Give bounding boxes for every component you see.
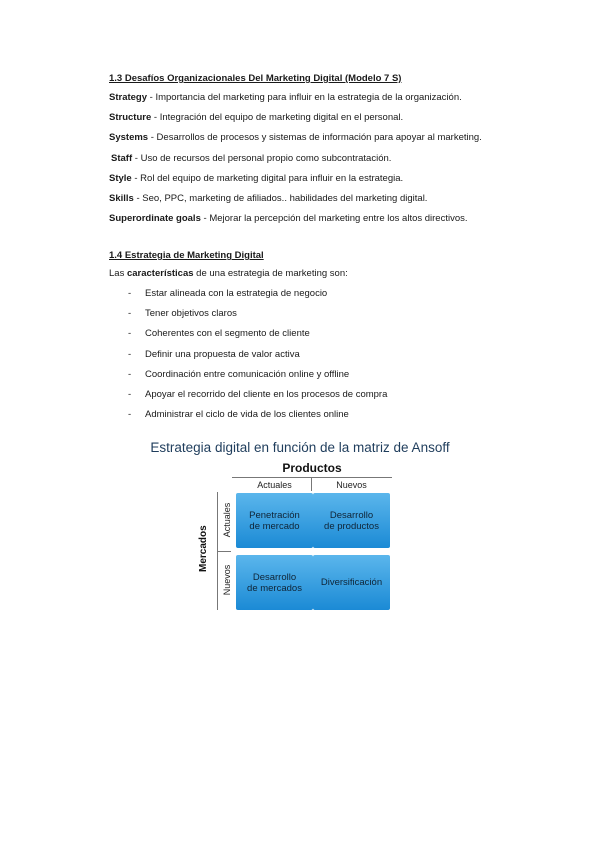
term-skills: Skills <box>109 193 134 204</box>
cell-desarrollo-de-productos: Desarrollo de productos <box>313 493 390 548</box>
ansoff-title: Estrategia digital en función de la matriz de Ansoff <box>150 440 450 455</box>
products-axis-line <box>232 477 392 478</box>
term-systems: Systems <box>109 132 149 143</box>
column-label-actuales: Actuales <box>257 480 292 490</box>
bullet-dash: - <box>128 288 132 299</box>
desc-systems: Desarrollos de procesos y sistemas de información para apoyar al marketing. <box>156 132 482 143</box>
desc-structure: Integración del equipo de marketing digital en el personal. <box>159 112 404 123</box>
bullet-dash: - <box>128 369 132 380</box>
term-strategy: Strategy <box>109 92 148 103</box>
desc-style: Rol del equipo de marketing digital para influir en la estrategia. <box>140 173 404 184</box>
desc-superordinate-goals: Mejorar la percepción del marketing entre los altos directivos. <box>209 213 468 224</box>
bullet-dash: - <box>128 409 132 420</box>
bullet-text: Coherentes con el segmento de cliente <box>145 328 310 339</box>
row-label-actuales: Actuales <box>222 502 232 538</box>
bullet-text: Definir una propuesta de valor activa <box>145 349 300 360</box>
desc-staff: Uso de recursos del personal propio como subcontratación. <box>140 153 392 164</box>
desc-skills: Seo, PPC, marketing de afiliados.. habilidades del marketing digital. <box>142 193 428 204</box>
separator: - <box>132 153 141 164</box>
section-1-4-intro <box>109 268 348 279</box>
bullet-text: Tener objetivos claros <box>145 308 237 319</box>
column-label-nuevos: Nuevos <box>336 480 367 490</box>
intro-pre: Las <box>109 268 127 279</box>
column-divider <box>311 477 312 491</box>
item-staff <box>111 153 391 164</box>
section-1-3-heading: 1.3 Desafíos Organizacionales Del Marketing Digital (Modelo 7 S) <box>109 73 402 84</box>
bullet-dash: - <box>128 308 132 319</box>
item-style <box>109 173 403 184</box>
cell-desarrollo-de-mercados: Desarrollo de mercados <box>236 555 313 610</box>
desc-strategy: Importancia del marketing para influir en la estrategia de la organización. <box>155 92 462 103</box>
item-strategy <box>109 92 462 103</box>
intro-bold: características <box>126 268 194 279</box>
term-structure: Structure <box>109 112 152 123</box>
item-structure <box>109 112 403 123</box>
separator: - <box>147 92 156 103</box>
item-superordinate-goals <box>109 213 468 224</box>
term-style: Style <box>109 173 132 184</box>
row-label-nuevos: Nuevos <box>222 564 232 596</box>
intro-post: de una estrategia de marketing son: <box>193 268 348 279</box>
cell-diversificacion: Diversificación <box>313 555 390 610</box>
cell-penetracion-de-mercado: Penetración de mercado <box>236 493 313 548</box>
term-superordinate-goals: Superordinate goals <box>109 213 201 224</box>
section-1-4-heading: 1.4 Estrategia de Marketing Digital <box>109 250 264 261</box>
bullet-dash: - <box>128 328 132 339</box>
row-divider <box>217 551 231 552</box>
bullet-dash: - <box>128 349 132 360</box>
separator: - <box>133 193 143 204</box>
bullet-text: Administrar el ciclo de vida de los clientes online <box>145 409 349 420</box>
separator: - <box>151 112 160 123</box>
separator: - <box>148 132 157 143</box>
item-skills <box>109 193 427 204</box>
markets-label: Mercados <box>198 525 209 572</box>
bullet-text: Estar alineada con la estrategia de negocio <box>145 288 328 299</box>
products-label: Productos <box>282 461 342 475</box>
bullet-text: Coordinación entre comunicación online y offline <box>145 369 350 380</box>
term-staff: Staff <box>111 153 133 164</box>
markets-axis-line <box>217 492 218 610</box>
bullet-dash: - <box>128 389 132 400</box>
separator: - <box>200 213 210 224</box>
item-systems <box>109 132 482 143</box>
separator: - <box>131 173 141 184</box>
bullet-text: Apoyar el recorrido del cliente en los procesos de compra <box>145 389 388 400</box>
